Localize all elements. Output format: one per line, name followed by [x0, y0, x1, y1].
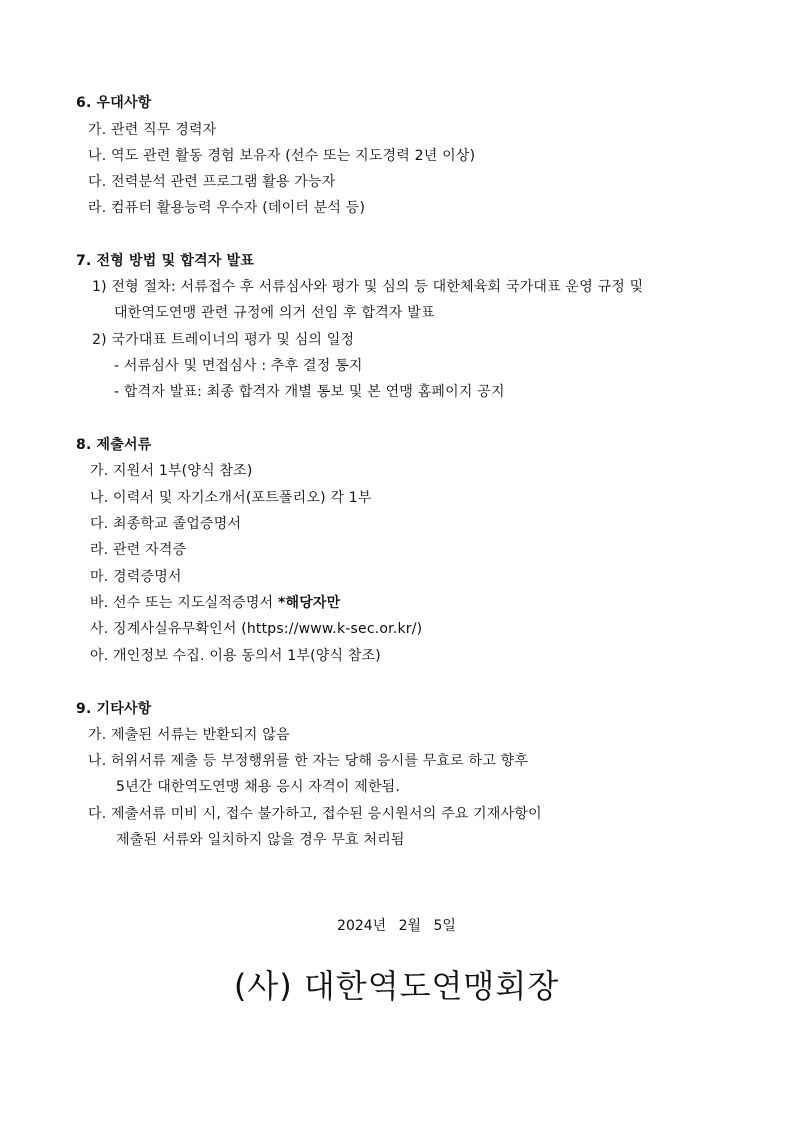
section-8-item-1: 가. 지원서 1부(양식 참조): [90, 463, 253, 479]
section-6-item-2: 나. 역도 관련 활동 경험 보유자 (선수 또는 지도경력 2년 이상): [88, 148, 476, 164]
section-8-item-7: 사. 징계사실유무확인서 (https://www.k-sec.or.kr/): [90, 621, 423, 637]
section-9-line-1: 가. 제출된 서류는 반환되지 않음: [88, 727, 290, 743]
section-7-line-5: - 합격자 발표: 최종 합격자 개별 통보 및 본 연맹 홈페이지 공지: [114, 384, 505, 400]
section-8-item-3: 다. 최종학교 졸업증명서: [90, 516, 242, 532]
document-date: 2024년 2월 5일: [337, 918, 456, 934]
section-8-heading: 8. 제출서류: [76, 437, 152, 453]
section-7-line-1: 1) 전형 절차: 서류접수 후 서류심사와 평가 및 심의 등 대한체육회 국가대표 운영 규정 및: [92, 279, 644, 295]
section-6-item-4: 라. 컴퓨터 활용능력 우수자 (데이터 분석 등): [88, 200, 366, 216]
section-8-item-8: 아. 개인정보 수집. 이용 동의서 1부(양식 참조): [90, 648, 381, 664]
section-8-item-6-note: *해당자만: [277, 595, 341, 611]
section-9-line-3: 5년간 대한역도연맹 채용 응시 자격이 제한됨.: [116, 779, 401, 795]
section-7-line-4: - 서류심사 및 면접심사 : 추후 결정 통지: [114, 358, 363, 374]
section-9-line-2: 나. 허위서류 제출 등 부정행위를 한 자는 당해 응시를 무효로 하고 향후: [88, 753, 529, 769]
issuer-signature: (사) 대한역도연맹회장: [233, 967, 560, 1005]
section-6-heading: 6. 우대사항: [76, 95, 152, 111]
section-8-item-2: 나. 이력서 및 자기소개서(포트폴리오) 각 1부: [90, 490, 372, 506]
section-8-item-6: [90, 594, 340, 612]
section-6-item-1: 가. 관련 직무 경력자: [88, 122, 217, 138]
section-7-heading: 7. 전형 방법 및 합격자 발표: [76, 253, 255, 269]
section-8-item-6-text: 바. 선수 또는 지도실적증명서: [90, 595, 278, 611]
section-7-line-3: 2) 국가대표 트레이너의 평가 및 심의 일정: [92, 332, 355, 348]
section-8-item-5: 마. 경력증명서: [90, 569, 182, 585]
section-8-item-4: 라. 관련 자격증: [90, 542, 187, 558]
section-9-line-5: 제출된 서류와 일치하지 않을 경우 무효 처리됨: [116, 832, 405, 848]
section-9-heading: 9. 기타사항: [76, 701, 152, 717]
section-9-line-4: 다. 제출서류 미비 시, 접수 불가하고, 접수된 응시원서의 주요 기재사항이: [88, 806, 542, 822]
section-7-line-2: 대한역도연맹 관련 규정에 의거 선임 후 합격자 발표: [114, 305, 435, 321]
section-6-item-3: 다. 전력분석 관련 프로그램 활용 가능자: [88, 174, 336, 190]
